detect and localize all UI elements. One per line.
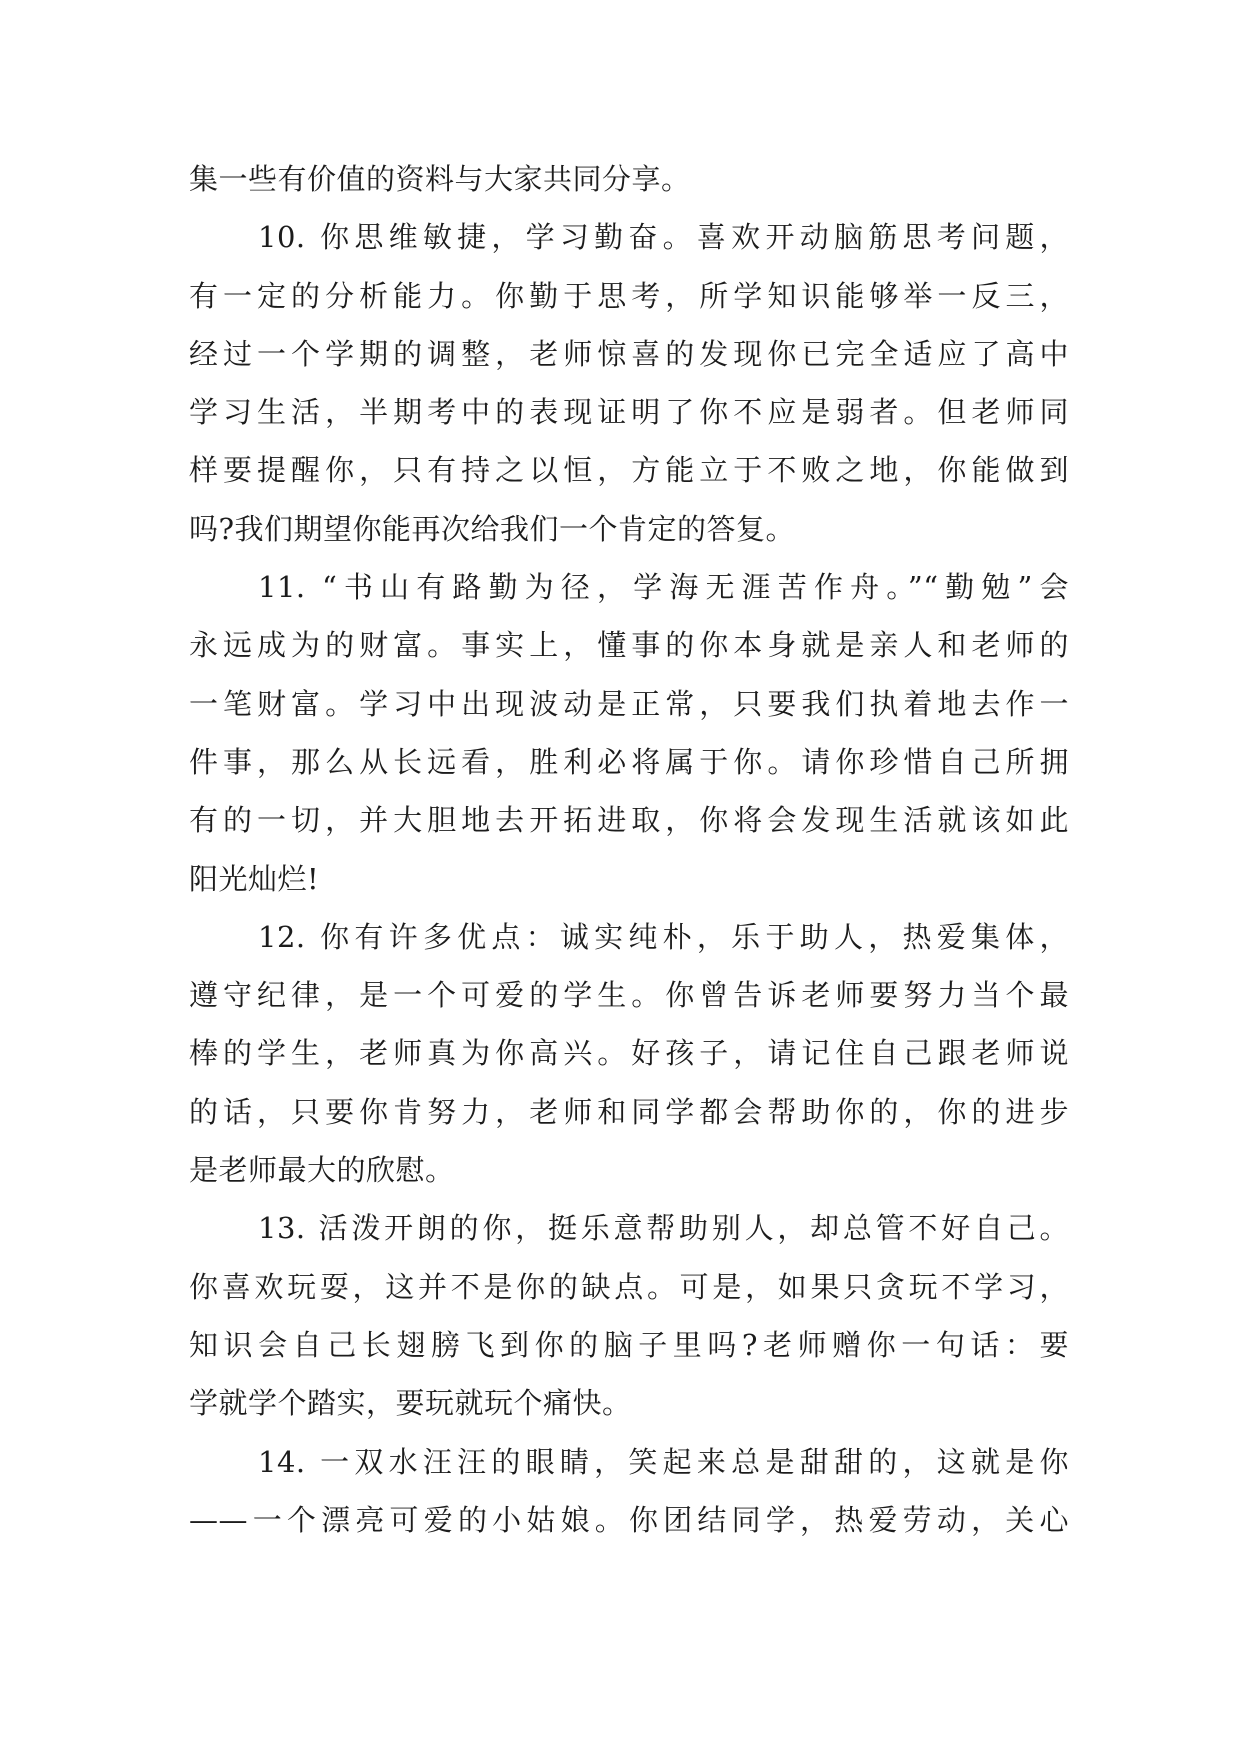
paragraph-item-11 bbox=[189, 558, 1069, 908]
text-line: 学习生活，半期考中的表现证明了你不应是弱者。但老师同 bbox=[189, 395, 1069, 430]
text-line: 阳光灿烂! bbox=[189, 861, 320, 896]
paragraph-item-12 bbox=[189, 908, 1069, 1199]
text-line: 12. 你有许多优点：诚实纯朴，乐于助人，热爱集体， bbox=[258, 919, 1069, 954]
text-line: 件事，那么从长远看，胜利必将属于你。请你珍惜自己所拥 bbox=[189, 744, 1069, 779]
paragraph-item-10 bbox=[189, 208, 1069, 558]
text-line: 遵守纪律，是一个可爱的学生。你曾告诉老师要努力当个最 bbox=[189, 978, 1069, 1013]
text-line: 学就学个踏实，要玩就玩个痛快。 bbox=[189, 1386, 632, 1421]
text-line: 有的一切，并大胆地去开拓进取，你将会发现生活就该如此 bbox=[189, 803, 1069, 838]
paragraph-item-14 bbox=[189, 1433, 1069, 1550]
paragraph-item-13 bbox=[189, 1199, 1069, 1432]
text-line: 集一些有价值的资料与大家共同分享。 bbox=[189, 162, 691, 196]
text-line: 你喜欢玩耍，这并不是你的缺点。可是，如果只贪玩不学习， bbox=[189, 1269, 1069, 1304]
text-line: ——一个漂亮可爱的小姑娘。你团结同学，热爱劳动，关心 bbox=[189, 1502, 1069, 1537]
text-line: 经过一个学期的调整，老师惊喜的发现你已完全适应了高中 bbox=[189, 336, 1069, 371]
text-line: 11. “书山有路勤为径，学海无涯苦作舟。”“勤勉”会 bbox=[258, 570, 1069, 605]
text-line: 是老师最大的欣慰。 bbox=[189, 1153, 455, 1188]
text-line: 有一定的分析能力。你勤于思考，所学知识能够举一反三， bbox=[189, 278, 1069, 313]
text-line: 的话，只要你肯努力，老师和同学都会帮助你的，你的进步 bbox=[189, 1094, 1069, 1129]
text-line: 棒的学生，老师真为你高兴。好孩子，请记住自己跟老师说 bbox=[189, 1036, 1069, 1071]
text-line: 吗?我们期望你能再次给我们一个肯定的答复。 bbox=[189, 511, 796, 546]
text-line: 10. 你思维敏捷，学习勤奋。喜欢开动脑筋思考问题， bbox=[258, 220, 1069, 255]
text-line: 永远成为的财富。事实上，懂事的你本身就是亲人和老师的 bbox=[189, 628, 1069, 663]
text-line: 14. 一双水汪汪的眼睛，笑起来总是甜甜的，这就是你 bbox=[258, 1444, 1069, 1479]
text-line: 样要提醒你，只有持之以恒，方能立于不败之地，你能做到 bbox=[189, 453, 1069, 488]
text-line: 一笔财富。学习中出现波动是正常，只要我们执着地去作一 bbox=[189, 686, 1069, 721]
document-body bbox=[189, 150, 1069, 1549]
paragraph-continued bbox=[189, 150, 1069, 208]
text-line: 13. 活泼开朗的你，挺乐意帮助别人，却总管不好自己。 bbox=[258, 1211, 1069, 1246]
text-line: 知识会自己长翅膀飞到你的脑子里吗?老师赠你一句话：要 bbox=[189, 1327, 1069, 1362]
